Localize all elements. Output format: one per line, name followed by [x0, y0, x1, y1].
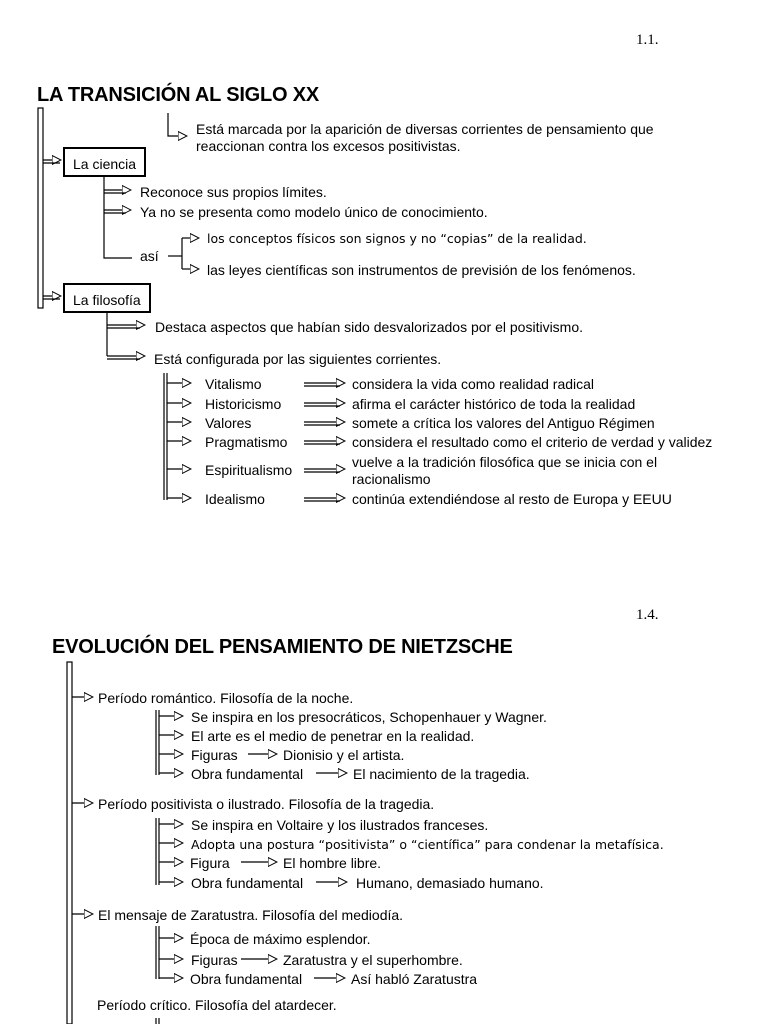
list-item: los conceptos físicos son signos y no “copias” de la realidad.	[207, 231, 587, 246]
page-number: 1.1.	[636, 32, 659, 48]
list-item: las leyes científicas son instrumentos de previsión de los fenómenos.	[207, 262, 636, 278]
list-item: Adopta una postura “positivista” o “científica” para condenar la metafísica.	[191, 837, 664, 852]
list-item: Obra fundamental	[191, 875, 304, 891]
current-desc: continúa extendiéndose al resto de Europa y EEUU	[352, 491, 672, 507]
period-title: El mensaje de Zaratustra. Filosofía del mediodía.	[98, 907, 404, 923]
list-item: Se inspira en los presocráticos, Schopenhauer y Wagner.	[191, 709, 547, 725]
list-item-value: Así habló Zaratustra	[351, 971, 478, 987]
concept-box-filosofia: La filosofía	[63, 283, 151, 313]
list-item-value: Humano, demasiado humano.	[356, 875, 544, 891]
list-item: Figura	[190, 855, 230, 871]
list-item: Reconoce sus propios límites.	[140, 184, 327, 200]
list-item: Obra fundamental	[191, 766, 304, 782]
section-title: LA TRANSICIÓN AL SIGLO XX	[37, 84, 320, 106]
list-item: Obra fundamental	[190, 971, 303, 987]
current-desc: vuelve a la tradición filosófica que se inicia con el racionalismo	[352, 454, 658, 487]
list-item-value: El hombre libre.	[283, 855, 382, 871]
period-title: Período positivista o ilustrado. Filosofía de la tragedia.	[98, 796, 435, 812]
current-desc: afirma el carácter histórico de toda la realidad	[352, 396, 636, 412]
list-item: Está configurada por las siguientes corrientes.	[154, 351, 442, 367]
current-name: Pragmatismo	[205, 434, 288, 450]
asi-label: así	[140, 248, 159, 264]
concept-box-ciencia: La ciencia	[63, 147, 146, 177]
list-item: Destaca aspectos que habían sido desvalorizados por el positivismo.	[155, 319, 584, 335]
section-title: EVOLUCIÓN DEL PENSAMIENTO DE NIETZSCHE	[52, 636, 513, 658]
intro-text: Está marcada por la aparición de diversas corrientes de pensamiento que reaccionan contra los excesos positivistas.	[196, 121, 654, 154]
period-title: Período crítico. Filosofía del atardecer.	[97, 997, 337, 1013]
current-desc: considera la vida como realidad radical	[352, 376, 595, 392]
list-item: Figuras	[191, 747, 238, 763]
current-name: Idealismo	[205, 491, 265, 507]
list-item: Figuras	[191, 952, 238, 968]
current-name: Historicismo	[205, 396, 282, 412]
current-name: Vitalismo	[205, 376, 262, 392]
page-number: 1.4.	[636, 607, 659, 623]
list-item: Se inspira en Voltaire y los ilustrados franceses.	[191, 817, 489, 833]
list-item: Época de máximo esplendor.	[190, 931, 371, 947]
list-item: El arte es el medio de penetrar en la realidad.	[191, 728, 475, 744]
current-desc: somete a crítica los valores del Antiguo Régimen	[352, 415, 655, 431]
list-item: Ya no se presenta como modelo único de conocimiento.	[140, 204, 488, 220]
list-item-value: Zaratustra y el superhombre.	[283, 952, 463, 968]
list-item-value: Dionisio y el artista.	[283, 747, 405, 763]
period-title: Período romántico. Filosofía de la noche.	[98, 690, 354, 706]
list-item-value: El nacimiento de la tragedia.	[353, 766, 530, 782]
current-name: Espiritualismo	[205, 462, 293, 478]
current-desc: considera el resultado como el criterio de verdad y validez	[352, 434, 713, 450]
current-name: Valores	[205, 415, 252, 431]
